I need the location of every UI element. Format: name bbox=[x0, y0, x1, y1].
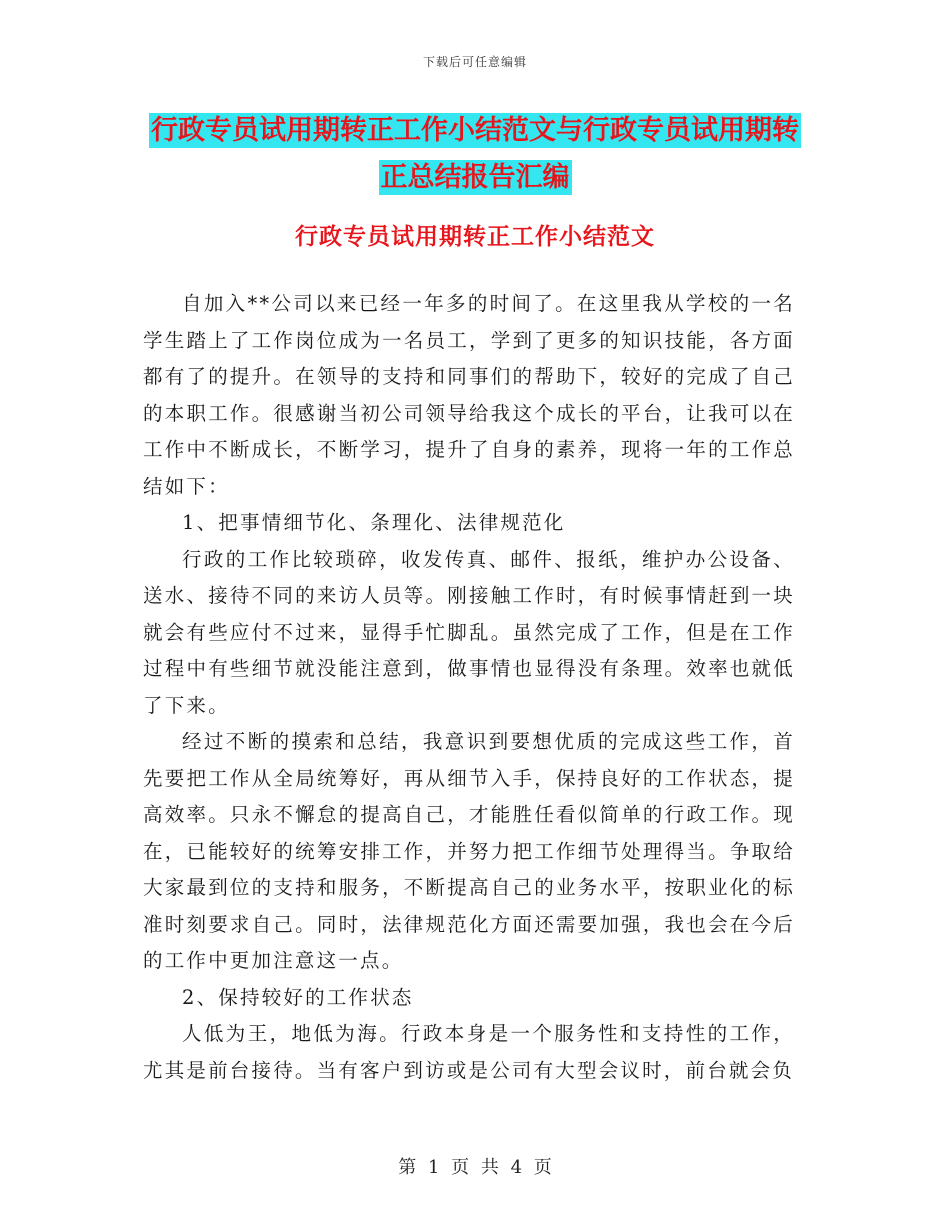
document-title-text: 行政专员试用期转正工作小结范文与行政专员试用期转正总结报告汇编 bbox=[151, 115, 799, 193]
section-title: 行政专员试用期转正工作小结范文 bbox=[295, 224, 655, 250]
paragraph-improvement: 经过不断的摸索和总结，我意识到要想优质的完成这些工作，首先要把工作从全局统筹好，再从细节入手，保持良好的工作状态，提高效率。只永不懈怠的提高自己，才能胜任看似简单的行政工作。现在，已能较好的统筹安排工作，并努力把工作细节处理得当。争取给大家最到位的支持和服务，不断提高自己的业务水平，按职业化的标准时刻要求自己。同时，法律规范化方面还需要加强，我也会在今后的工作中更加注意这一点。 bbox=[143, 730, 795, 972]
paragraph-heading-2: 2、保持较好的工作状态 bbox=[182, 985, 414, 1009]
page-footer: 第 1 页 共 4 页 bbox=[398, 1157, 552, 1178]
paragraph-attitude: 人低为王，地低为海。行政本身是一个服务性和支持性的工作，尤其是前台接待。当有客户到访或是公司有大型会议时，前台就会负 bbox=[143, 1022, 795, 1082]
document-title bbox=[140, 107, 810, 201]
paragraph-work-details: 行政的工作比较琐碎，收发传真、邮件、报纸，维护办公设备、送水、接待不同的来访人员等。刚接触工作时，有时候事情赶到一块就会有些应付不过来，显得手忙脚乱。虽然完成了工作，但是在工作过程中有些细节就没能注意到，做事情也显得没有条理。效率也就低了下来。 bbox=[143, 547, 795, 717]
paragraph-intro: 自加入**公司以来已经一年多的时间了。在这里我从学校的一名学生踏上了工作岗位成为一名员工，学到了更多的知识技能，各方面都有了的提升。在领导的支持和同事们的帮助下，较好的完成了自己的本职工作。很感谢当初公司领导给我这个成长的平台，让我可以在工作中不断成长，不断学习，提升了自身的素养，现将一年的工作总结如下： bbox=[143, 292, 795, 498]
paragraph-heading-1: 1、把事情细节化、条理化、法律规范化 bbox=[182, 511, 566, 534]
page-header: 下载后可任意编辑 bbox=[422, 55, 527, 69]
document-body bbox=[143, 286, 795, 1089]
